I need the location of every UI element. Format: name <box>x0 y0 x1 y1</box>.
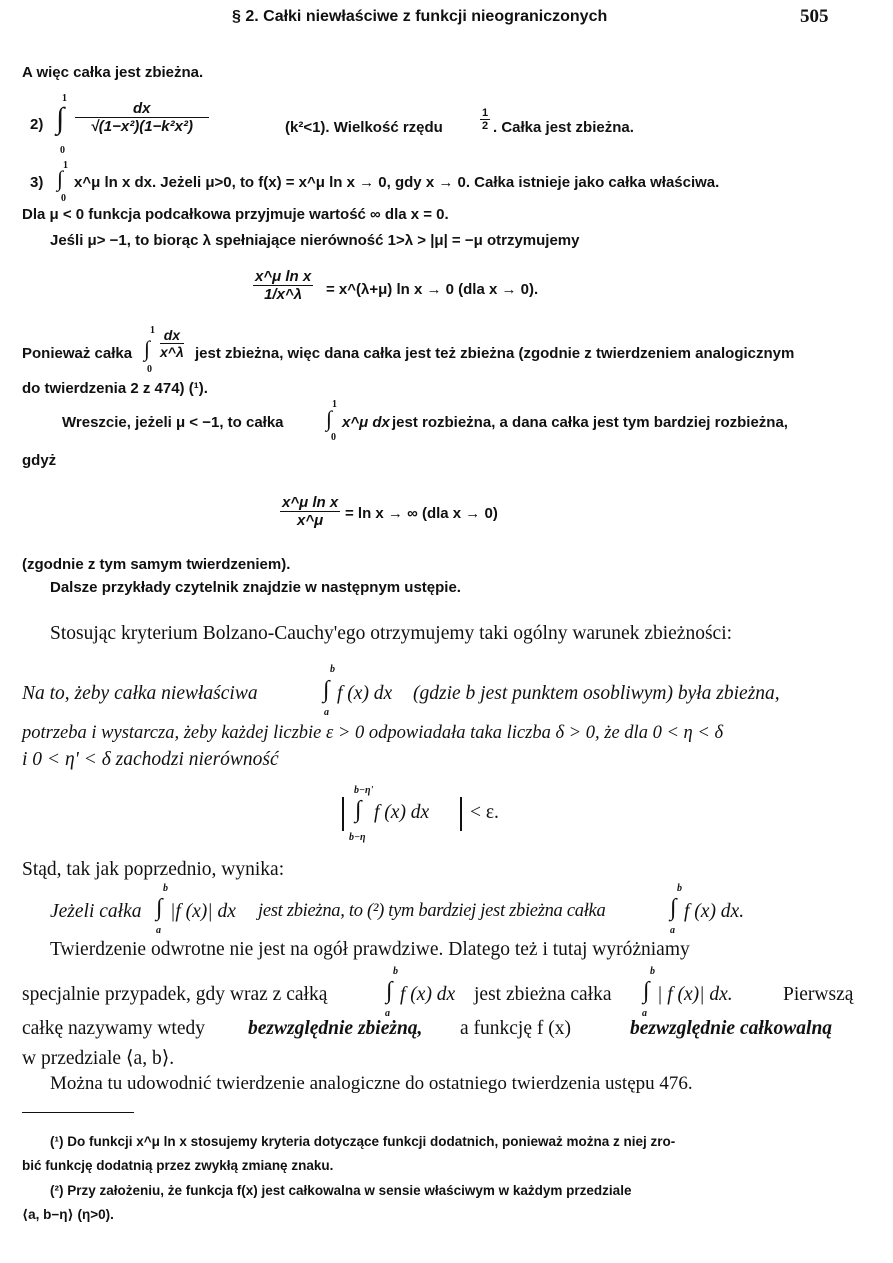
text-line: Jeśli μ> −1, to biorąc λ spełniające nierówność 1>λ > |μ| = −μ otrzymujemy <box>50 232 580 249</box>
integrand: |f (x)| dx <box>170 901 236 922</box>
integral-lower-limit: a <box>156 925 161 936</box>
text-line: Ponieważ całka <box>22 345 133 362</box>
integral-sign: ∫ <box>386 978 393 1004</box>
text-line: jest zbieżna, więc dana całka jest też zbieżna (zgodnie z twierdzeniem analogicznym <box>195 345 795 362</box>
theorem-line: Jeżeli całka <box>50 901 142 922</box>
integrand: x^μ dx <box>342 414 390 431</box>
fraction-numerator: x^μ ln x <box>255 268 312 285</box>
integral-sign: ∫ <box>355 797 362 823</box>
page-number: 505 <box>800 6 829 27</box>
footnote-line: ⟨a, b−η⟩ (η>0). <box>22 1207 114 1222</box>
integral-sign: ∫ <box>326 406 333 431</box>
integral-upper-limit: b <box>677 883 682 894</box>
integral-upper-limit: b <box>330 664 335 675</box>
integral-upper-limit: 1 <box>332 399 337 410</box>
text-line: . Całka jest zbieżna. <box>493 119 634 136</box>
integral-sign: ∫ <box>323 677 330 703</box>
paragraph-line: Pierwszą <box>783 984 854 1005</box>
integrand: f (x) dx. <box>684 901 745 922</box>
text-line: x^μ ln x dx. Jeżeli μ>0, to f(x) = x^μ ln x → 0, gdy x → 0. Całka istnieje jako całka właściwa. <box>74 174 720 191</box>
integral-lower-limit: a <box>324 707 329 718</box>
integral-sign: ∫ <box>643 978 650 1004</box>
text-line: A więc całka jest zbieżna. <box>22 64 204 81</box>
integral-upper-limit: b <box>163 883 168 894</box>
integral-sign: ∫ <box>156 895 163 921</box>
text-line: (k²<1). Wielkość rzędu <box>285 119 443 136</box>
equation-fraction <box>253 268 313 303</box>
theorem-line: Na to, żeby całka niewłaściwa <box>22 683 258 704</box>
footnote-line: (¹) Do funkcji x^μ ln x stosujemy kryteria dotyczące funkcji dodatnich, ponieważ można z niej zro- <box>50 1134 676 1149</box>
integral-upper-limit: b <box>393 966 398 977</box>
integral-upper-limit: 1 <box>63 160 68 171</box>
equation-rhs: = ln x → ∞ (dla x → 0) <box>345 505 498 522</box>
theorem-line: i 0 < η' < δ zachodzi nierówność <box>22 749 279 770</box>
integral-lower-limit: 0 <box>331 432 336 443</box>
section-title: § 2. Całki niewłaściwe z funkcji nieograniczonych <box>232 8 608 25</box>
text-line: Dla μ < 0 funkcja podcałkowa przyjmuje wartość ∞ dla x = 0. <box>22 206 449 223</box>
integral-sign: ∫ <box>144 336 151 361</box>
integrand: f (x) dx <box>374 802 430 823</box>
integral-lower-limit: a <box>642 1008 647 1019</box>
abs-bar-left <box>342 797 344 831</box>
footnote-line: bić funkcję dodatnią przez zwykłą zmianę znaku. <box>22 1158 334 1173</box>
fraction-denominator: 1/x^λ <box>264 286 303 303</box>
integral-sign: ∫ <box>57 166 64 191</box>
integrand: f (x) dx <box>400 984 456 1005</box>
text-line: Wreszcie, jeżeli μ < −1, to całka <box>62 414 284 431</box>
integral-lower-limit: 0 <box>147 364 152 375</box>
integral-sign: ∫ <box>670 895 677 921</box>
integral-lower-limit: a <box>670 925 675 936</box>
fraction-numerator: dx <box>160 327 184 344</box>
text-line: do twierdzenia 2 z 474) (¹). <box>22 380 208 397</box>
integral-upper-limit: 1 <box>150 325 155 336</box>
fraction-numerator: x^μ ln x <box>282 494 339 511</box>
integral-lower-limit: 0 <box>60 145 65 156</box>
paragraph-line: Twierdzenie odwrotne nie jest na ogół prawdziwe. Dlatego też i tutaj wyróżniamy <box>50 939 690 960</box>
integrand: f (x) dx <box>337 683 393 704</box>
theorem-line: jest zbieżna, to (²) tym bardziej jest zbieżna całka <box>258 901 606 921</box>
integral-sign: ∫ <box>56 102 65 135</box>
integral-lower-limit: 0 <box>61 193 66 204</box>
paragraph-line: Stosując kryterium Bolzano-Cauchy'ego otrzymujemy taki ogólny warunek zbieżności: <box>50 623 733 644</box>
emphasis: bezwzględnie całkowalną <box>630 1018 833 1039</box>
half-fraction <box>480 107 490 132</box>
footnote-divider <box>22 1112 134 1113</box>
fraction-denominator: 2 <box>482 120 489 132</box>
integral-upper-limit: b <box>650 966 655 977</box>
emphasis: bezwzględnie zbieżną, <box>248 1018 423 1039</box>
equation-rhs: = x^(λ+μ) ln x → 0 (dla x → 0). <box>326 281 539 298</box>
example-label: 2) <box>30 116 44 133</box>
integrand: | f (x)| dx. <box>657 984 733 1005</box>
abs-bar-right <box>460 797 462 831</box>
text-line: gdyż <box>22 452 57 469</box>
paragraph-line: a funkcję f (x) <box>460 1018 571 1039</box>
example-label: 3) <box>30 174 44 191</box>
paragraph-line: specjalnie przypadek, gdy wraz z całką <box>22 984 328 1005</box>
theorem-line: potrzeba i wystarcza, żeby każdej liczbie ε > 0 odpowiadała taka liczba δ > 0, że dla 0 < η < δ <box>22 723 724 743</box>
equation-fraction <box>280 494 340 529</box>
integral-upper-limit: b−η' <box>354 785 374 796</box>
paragraph-line: w przedziale ⟨a, b⟩. <box>22 1048 175 1069</box>
text-line: jest rozbieżna, a dana całka jest tym bardziej rozbieżna, <box>392 414 788 431</box>
footnote-line: (²) Przy założeniu, że funkcja f(x) jest całkowalna w sensie właściwym w każdym przedziale <box>50 1183 632 1198</box>
inline-fraction <box>160 327 184 360</box>
theorem-line: (gdzie b jest punktem osobliwym) była zbieżna, <box>413 683 780 704</box>
fraction-denominator: x^μ <box>297 512 324 529</box>
paragraph-line: Stąd, tak jak poprzednio, wynika: <box>22 859 285 880</box>
equation-rhs: < ε. <box>470 802 499 823</box>
fraction-denominator: x^λ <box>160 344 184 360</box>
fraction-numerator: dx <box>75 100 209 118</box>
paragraph-line: jest zbieżna całka <box>474 984 612 1005</box>
integral-lower-limit: b−η <box>349 832 366 843</box>
fraction-denominator: √(1−x²)(1−k²x²) <box>90 118 193 135</box>
paragraph-line: Można tu udowodnić twierdzenie analogiczne do ostatniego twierdzenia ustępu 476. <box>50 1073 693 1094</box>
text-line: Dalsze przykłady czytelnik znajdzie w następnym ustępie. <box>50 579 461 596</box>
integral-upper-limit: 1 <box>62 93 67 104</box>
paragraph-line: całkę nazywamy wtedy <box>22 1018 206 1039</box>
ex2-fraction <box>75 100 209 135</box>
integral-lower-limit: a <box>385 1008 390 1019</box>
text-line: (zgodnie z tym samym twierdzeniem). <box>22 556 291 573</box>
fraction-numerator: 1 <box>482 107 489 119</box>
